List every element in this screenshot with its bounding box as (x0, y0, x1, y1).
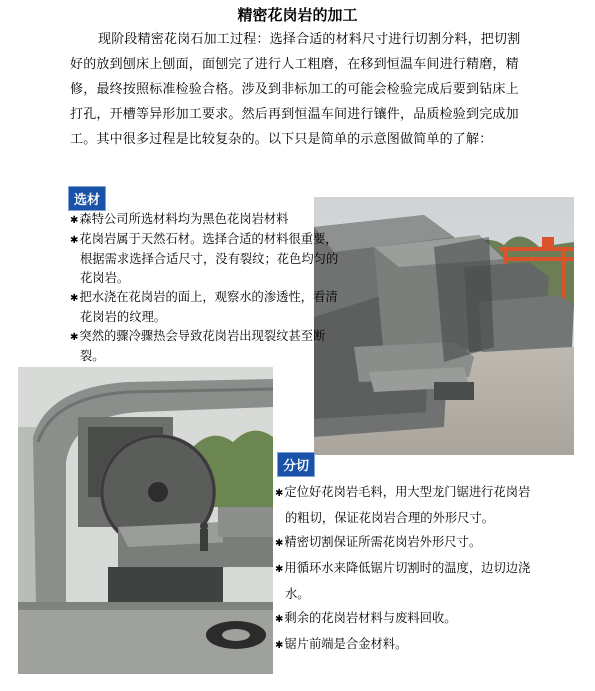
list-item: ✱突然的骤冷骤热会导致花岗岩出现裂纹甚至断裂。 (70, 329, 326, 363)
asterisk-icon: ✱ (70, 293, 79, 304)
page-title: 精密花岗岩的加工 (237, 6, 358, 24)
asterisk-icon: ✱ (275, 614, 284, 625)
gantry-saw-photo (18, 367, 273, 674)
list-item: ✱用循环水来降低锯片切割时的温度，边切边浇水。 (275, 561, 531, 601)
list-item: ✱锯片前端是合金材料。 (275, 637, 408, 651)
intro-paragraph: 现阶段精密花岗石加工过程：选择合适的材料尺寸进行切割分料，把切割好的放到刨床上刨面，面刨完了进行人工粗磨，在移到恒温车间进行精磨，精修，最终按照标准检验合格。涉及到非标加工的可能会检验完成后要到钻床上打孔，开槽等异形加工要求。然后再到恒温车间进行镶件，品质检验到完成加工。其中很多过程是比较复杂的。以下只是简单的示意图做简单的了解： (70, 32, 521, 147)
section-badge-cutting: 分切 (277, 452, 315, 477)
asterisk-icon: ✱ (70, 332, 79, 343)
section-badge-selection: 选材 (68, 186, 106, 211)
list-item: ✱精密切割保证所需花岗岩外形尺寸。 (275, 535, 482, 549)
list-item: ✱把水浇在花岗岩的面上，观察水的渗透性，看清花岗岩的纹理。 (70, 290, 338, 324)
asterisk-icon: ✱ (70, 235, 79, 246)
granite-storage-photo (314, 197, 574, 455)
asterisk-icon: ✱ (70, 215, 79, 226)
asterisk-icon: ✱ (275, 538, 284, 549)
list-item: ✱剩余的花岗岩材料与废料回收。 (275, 611, 457, 625)
selection-list (70, 210, 342, 366)
asterisk-icon: ✱ (275, 488, 284, 499)
asterisk-icon: ✱ (275, 640, 284, 651)
asterisk-icon: ✱ (275, 564, 284, 575)
cutting-list (275, 480, 533, 658)
list-item: ✱花岗岩属于天然石材。选择合适的材料很重要，根据需求选择合适尺寸，没有裂纹；花色均匀的花岗岩。 (70, 232, 339, 285)
list-item: ✱定位好花岗岩毛料，用大型龙门锯进行花岗岩的粗切，保证花岗岩合理的外形尺寸。 (275, 485, 531, 525)
list-item: ✱森特公司所选材料均为黑色花岗岩材料 (70, 212, 289, 226)
